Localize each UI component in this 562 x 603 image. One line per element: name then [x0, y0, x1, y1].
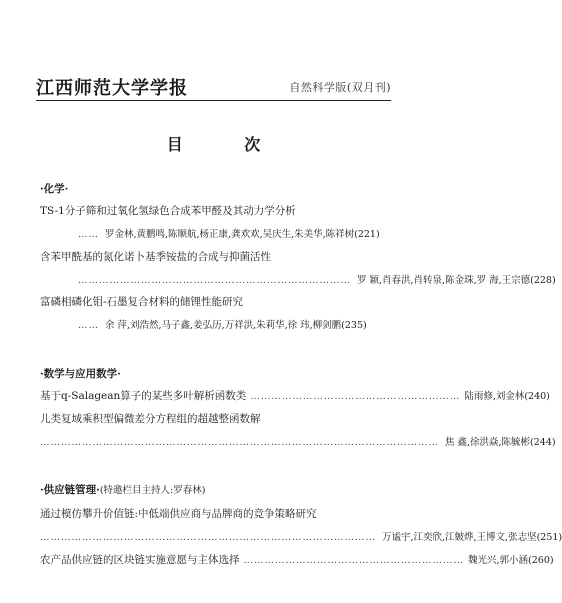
- leader-dots: ……: [78, 229, 99, 240]
- section-heading-text: ·供应链管理·: [40, 484, 100, 496]
- article-authors: [40, 226, 389, 240]
- leader-dots: ………………………………………………………: [243, 555, 464, 566]
- header-rule: [36, 100, 391, 101]
- authors-page: 万谧宇,江奕欣,江皴烨,王博文,张志坚(251): [382, 532, 562, 543]
- article-title: 农产品供应链的区块链实施意愿与主体选择: [40, 554, 240, 566]
- journal-header: [36, 74, 391, 100]
- section-heading-chemistry: ·化学·: [40, 183, 69, 195]
- article-title: 含苯甲酰基的氮化诺卜基季铵盐的合成与抑菌活性: [40, 251, 271, 263]
- toc-title: 目 次: [166, 135, 289, 154]
- leader-dots: ……………………………………………………………………: [78, 275, 351, 286]
- article-title: 富磷相磷化钼-石墨复合材料的储锂性能研究: [40, 296, 244, 308]
- section-heading-note: (特邀栏目主持人:罗春林): [99, 485, 206, 496]
- authors-page: 陆雨修,刘金林(240): [464, 391, 550, 402]
- section-heading-mathematics: ·数学与应用数学·: [40, 368, 121, 380]
- leader-dots: ……………………………………………………………………………………………………: [40, 437, 439, 448]
- journal-name: 江西师范大学学报: [36, 78, 188, 99]
- article-entry: [40, 388, 550, 403]
- article-title: 儿类复域乘积型偏微差分方程组的超越整函数解: [40, 413, 261, 425]
- authors-page: 余 萍,刘浩然,马子鑫,姜弘历,万祥洪,朱莉华,徐 玮,柳剑鹏(235): [105, 320, 367, 331]
- journal-edition: 自然科学版(双月刊): [289, 81, 391, 94]
- leader-dots: ……………………………………………………: [250, 391, 461, 402]
- authors-page: 焦 鑫,徐洪焱,陈毓彬(244): [445, 437, 556, 448]
- authors-page: 魏光兴,郭小涵(260): [468, 555, 554, 566]
- article-authors: [40, 434, 556, 448]
- leader-dots: ……………………………………………………………………………………: [40, 532, 376, 543]
- authors-page: 罗金林,黄鹏鸣,陈顺航,杨正康,龚欢欢,吴庆生,朱美华,陈祥树(221): [105, 229, 380, 240]
- article-entry: [40, 552, 554, 567]
- article-authors: [40, 272, 556, 286]
- article-title: 基于q-Salagean算子的某些多叶解析函数类: [40, 390, 247, 402]
- authors-page: 罗 颖,肖春洪,肖转泉,陈金珠,罗 海,王宗德(228): [357, 275, 556, 286]
- article-title: 通过模仿攀升价值链:中低端供应商与品牌商的竞争策略研究: [40, 508, 317, 520]
- article-title: TS-1分子筛和过氧化氢绿色合成苯甲醛及其动力学分析: [40, 205, 296, 217]
- article-authors: [40, 317, 389, 331]
- article-authors: [40, 529, 562, 543]
- section-heading-supply-chain: [40, 482, 205, 497]
- leader-dots: ……: [78, 320, 99, 331]
